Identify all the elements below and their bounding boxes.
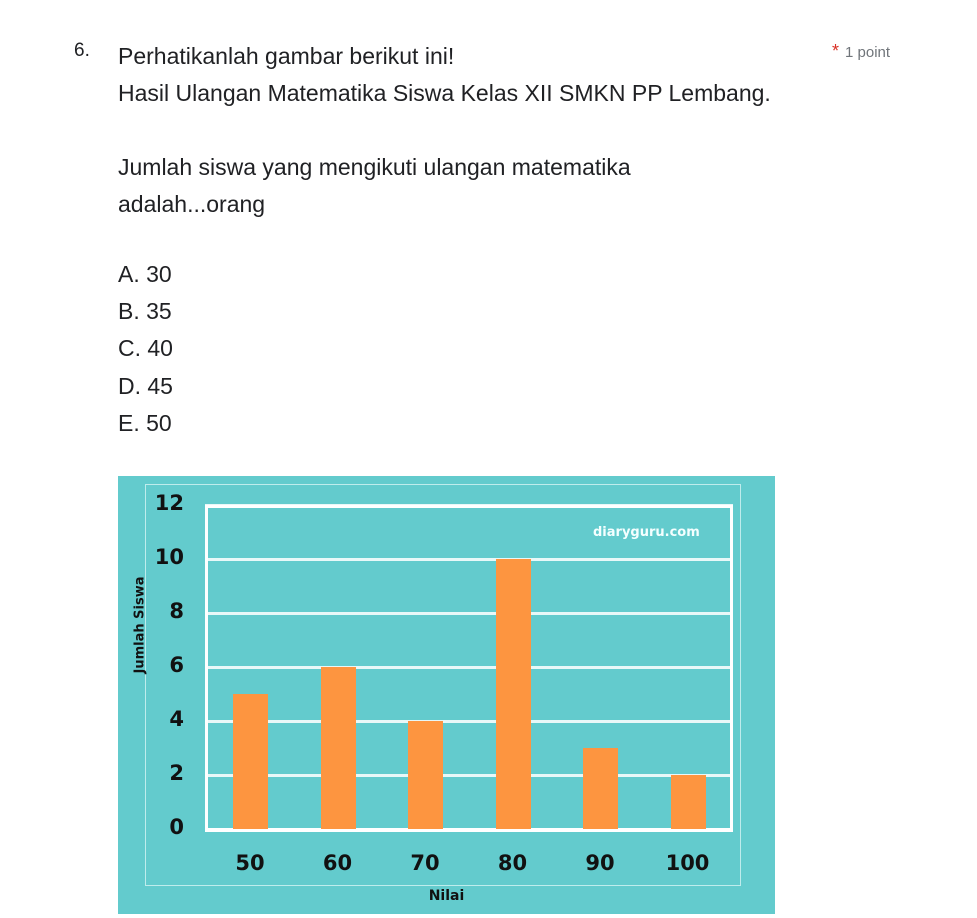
answer-options (118, 258, 173, 444)
option-e: E. 50 (118, 409, 172, 436)
y-tick-label: 10 (154, 545, 184, 569)
question-line-3: Jumlah siswa yang mengikuti ulangan matematika (118, 154, 631, 180)
plot-area (205, 505, 733, 831)
y-tick-label: 8 (169, 599, 184, 623)
bar-50 (233, 694, 268, 829)
points-value: 1 point (845, 44, 891, 61)
y-tick-label: 12 (154, 491, 184, 515)
required-asterisk-icon: * (832, 41, 840, 61)
bar-70 (408, 721, 443, 829)
bar-100 (671, 775, 706, 829)
x-tick-label: 80 (497, 851, 528, 875)
x-axis-label: Nilai (428, 888, 465, 904)
question-number: 6. (74, 40, 90, 61)
x-tick-label: 100 (665, 851, 710, 875)
option-a: A. 30 (118, 261, 172, 287)
y-tick-label: 2 (169, 761, 184, 785)
bar-60 (321, 667, 356, 829)
x-tick-label: 60 (322, 851, 353, 875)
y-axis-label: Jumlah Siswa (132, 576, 148, 674)
y-tick-label: 6 (169, 653, 184, 677)
option-d: D. 45 (118, 372, 173, 399)
question-line-1: Perhatikanlah gambar berikut ini! (118, 43, 455, 69)
x-tick-label: 50 (235, 851, 265, 875)
question-line-4: adalah...orang (118, 191, 266, 217)
question-line-2: Hasil Ulangan Matematika Siswa Kelas XII SMKN PP Lembang. (118, 80, 771, 106)
option-b: B. 35 (118, 298, 172, 325)
bar-chart-image (118, 476, 775, 914)
y-tick-label: 4 (169, 707, 184, 731)
x-tick-label: 90 (585, 851, 615, 875)
option-c: C. 40 (118, 335, 173, 362)
points-label (832, 41, 890, 62)
y-tick-label: 0 (169, 815, 184, 839)
bar-90 (583, 748, 618, 829)
bar-80 (496, 559, 531, 829)
x-tick-label: 70 (410, 851, 440, 875)
chart-watermark: diaryguru.com (593, 525, 700, 540)
question-text (118, 38, 818, 223)
